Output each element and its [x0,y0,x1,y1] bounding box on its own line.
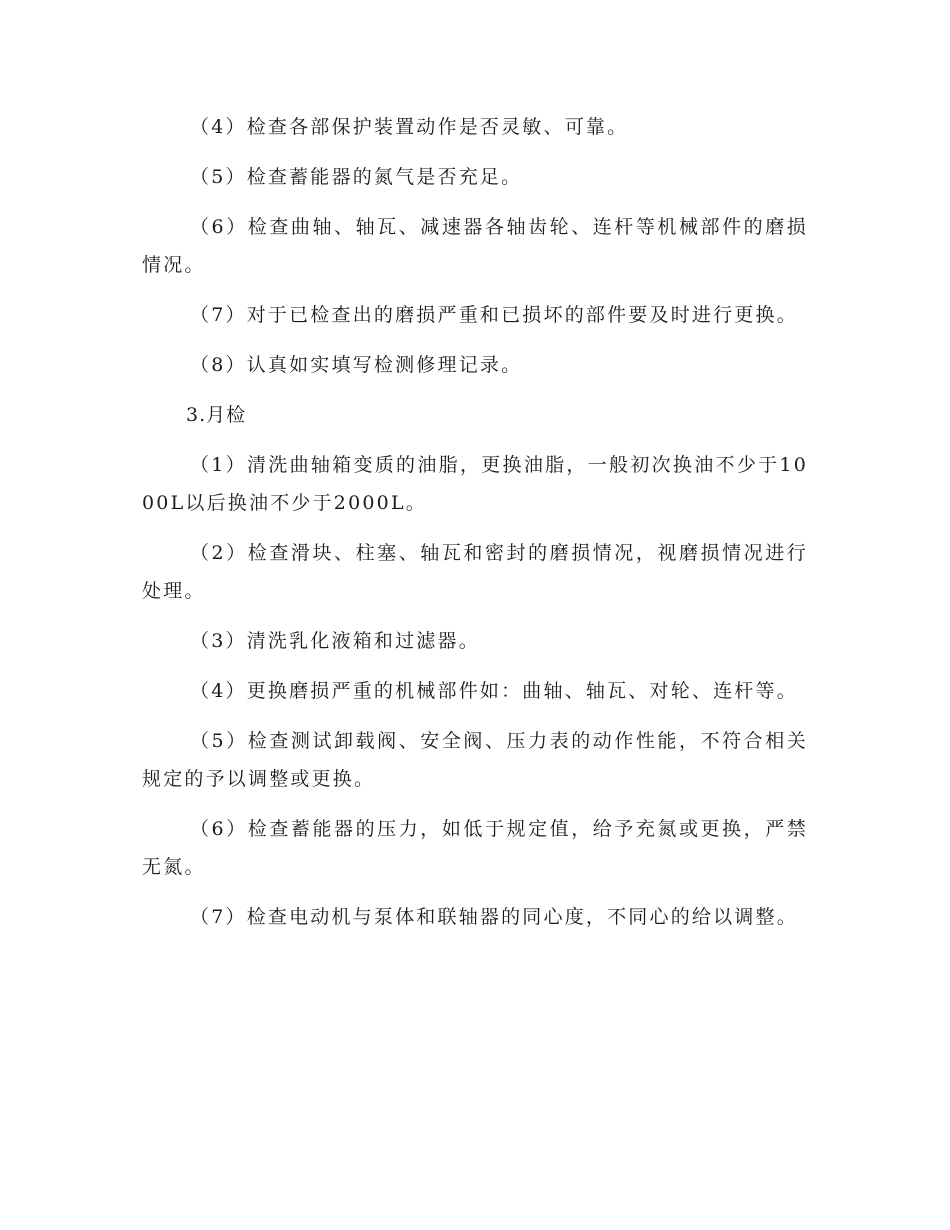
paragraph-item-8: （8）认真如实填写检测修理记录。 [190,354,523,376]
paragraph-monthly-item-1: （1）清洗曲轴箱变质的油脂，更换油脂，一般初次换油不少于1000L以后换油不少于2000L。 [142,454,808,514]
paragraph-monthly-item-2: （2）检查滑块、柱塞、轴瓦和密封的磨损情况，视磨损情况进行处理。 [142,542,808,602]
section-heading-monthly-check: 3.月检 [186,404,247,426]
paragraph-item-4: （4）检查各部保护装置动作是否灵敏、可靠。 [190,116,629,138]
paragraph-item-6: （6）检查曲轴、轴瓦、减速器各轴齿轮、连杆等机械部件的磨损情况。 [142,216,808,276]
paragraph-monthly-item-5: （5）检查测试卸载阀、安全阀、压力表的动作性能，不符合相关规定的予以调整或更换。 [142,730,808,790]
paragraph-monthly-item-4: （4）更换磨损严重的机械部件如：曲轴、轴瓦、对轮、连杆等。 [190,680,798,702]
paragraph-item-5: （5）检查蓄能器的氮气是否充足。 [190,166,523,188]
paragraph-monthly-item-3: （3）清洗乳化液箱和过滤器。 [190,630,480,652]
paragraph-monthly-item-7: （7）检查电动机与泵体和联轴器的同心度，不同心的给以调整。 [190,906,798,928]
document-body [142,108,808,936]
paragraph-monthly-item-6: （6）检查蓄能器的压力，如低于规定值，给予充氮或更换，严禁无氮。 [142,818,808,878]
paragraph-item-7: （7）对于已检查出的磨损严重和已损坏的部件要及时进行更换。 [190,304,798,326]
